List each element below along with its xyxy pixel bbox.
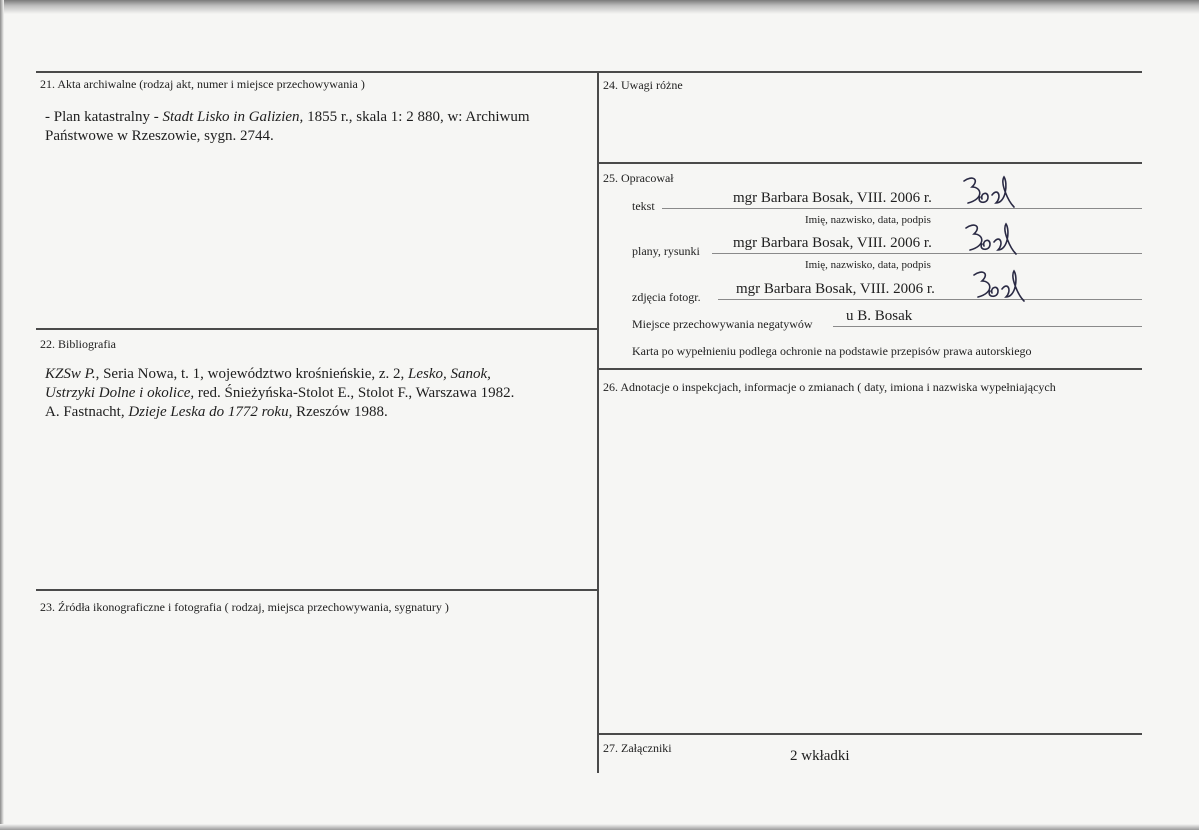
signature-2	[960, 220, 1020, 262]
bibliography-ustrzyki: Ustrzyki Dolne i okolice,	[45, 385, 195, 401]
bibliography-line-3	[45, 403, 590, 422]
divider-26-27	[598, 733, 1142, 735]
signature-3	[968, 267, 1028, 307]
zdjecia-underline	[718, 299, 1142, 300]
section-22-text	[45, 365, 590, 422]
section-26-label: 26. Adnotacje o inspekcjach, informacje o zmianach ( daty, imiona i nazwiska wypełniających	[603, 380, 1056, 394]
section-23-label: 23. Źródła ikonograficzne i fotografia ( rodzaj, miejsca przechowywania, sygnatury )	[40, 600, 449, 614]
bibliography-line-2-text: red. Śnieżyńska-Stolot E., Stolot F., Warszawa 1982.	[194, 385, 515, 401]
top-rule	[36, 71, 1142, 73]
miejsce-underline	[833, 326, 1142, 327]
bibliography-line-3-suffix: Rzeszów 1988.	[292, 404, 388, 420]
center-divider	[597, 71, 599, 773]
caption-name-date-signature-2: Imię, nazwisko, data, podpis	[805, 259, 931, 271]
section-21-line-1-prefix: - Plan katastralny -	[45, 109, 163, 125]
signature-1	[958, 173, 1018, 215]
divider-21-22	[36, 328, 598, 330]
tekst-label: tekst	[632, 199, 655, 213]
bibliography-line-1-text: , Seria Nowa, t. 1, województwo krośnieńskie, z. 2,	[95, 366, 409, 382]
section-27-label: 27. Załączniki	[603, 741, 672, 755]
miejsce-negatywow-value: u B. Bosak	[846, 308, 913, 324]
scan-top-edge	[0, 0, 1199, 14]
plany-value: mgr Barbara Bosak, VIII. 2006 r.	[733, 235, 932, 251]
section-24-label: 24. Uwagi różne	[603, 78, 683, 92]
section-21-line-1	[45, 108, 590, 127]
copyright-note: Karta po wypełnieniu podlega ochronie na podstawie przepisów prawa autorskiego	[632, 344, 1032, 358]
bibliography-dzieje-leska: Dzieje Leska do 1772 roku,	[128, 404, 293, 420]
divider-25-26	[598, 368, 1142, 370]
bibliography-lesko-sanok: Lesko, Sanok,	[408, 366, 491, 382]
plany-label: plany, rysunki	[632, 244, 700, 258]
tekst-underline	[662, 208, 1142, 209]
bibliography-line-2	[45, 384, 590, 403]
zdjecia-value: mgr Barbara Bosak, VIII. 2006 r.	[736, 281, 935, 297]
divider-22-23	[36, 589, 598, 591]
miejsce-negatywow-label: Miejsce przechowywania negatywów	[632, 317, 813, 331]
section-21-line-1-suffix: 1855 r., skala 1: 2 880, w: Archiwum	[303, 109, 530, 125]
section-21-text	[45, 108, 590, 146]
bibliography-line-1	[45, 365, 590, 384]
tekst-value: mgr Barbara Bosak, VIII. 2006 r.	[733, 190, 932, 206]
divider-24-25	[598, 162, 1142, 164]
section-22-label: 22. Bibliografia	[40, 337, 116, 351]
bibliography-kzsw: KZSw P.	[45, 366, 96, 382]
scan-left-edge	[0, 0, 4, 830]
section-27-value: 2 wkładki	[790, 748, 850, 764]
scan-bottom-edge	[0, 824, 1199, 830]
plany-underline	[712, 253, 1142, 254]
caption-name-date-signature-1: Imię, nazwisko, data, podpis	[805, 214, 931, 226]
zdjecia-label: zdjęcia fotogr.	[632, 290, 701, 304]
section-21-plan-title: Stadt Lisko in Galizien,	[162, 109, 304, 125]
bibliography-fastnacht: A. Fastnacht,	[45, 404, 129, 420]
section-21-line-2: Państwowe w Rzeszowie, sygn. 2744.	[45, 128, 274, 144]
section-25-label: 25. Opracował	[603, 171, 674, 185]
section-21-label: 21. Akta archiwalne (rodzaj akt, numer i miejsce przechowywania )	[40, 77, 365, 91]
